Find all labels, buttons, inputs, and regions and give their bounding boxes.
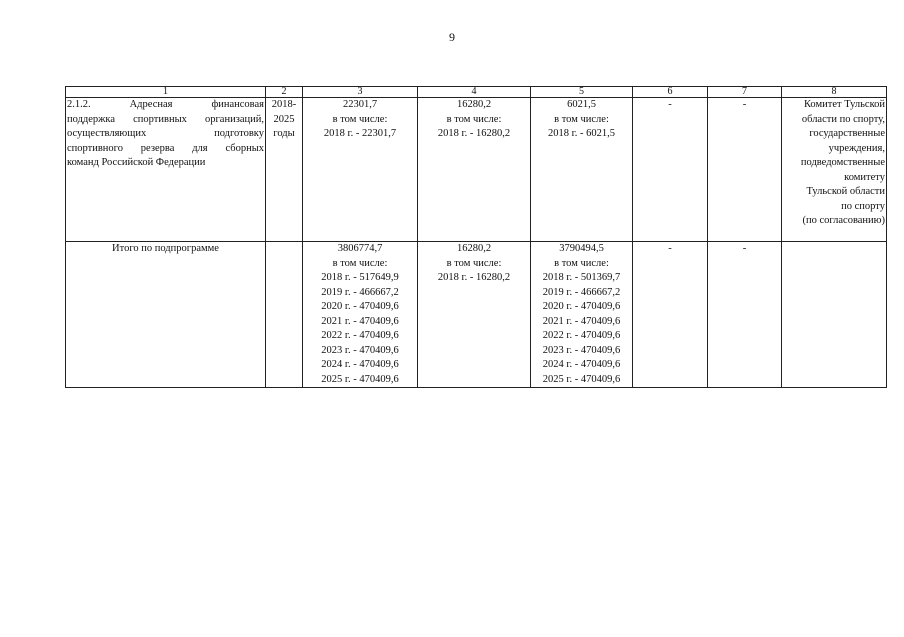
period-line: годы [273, 128, 295, 139]
funding-line: 2018 г. - 16280,2 [437, 272, 511, 283]
funding-line: 2024 г. - 470409,6 [321, 359, 399, 370]
funding-cell-col4 [418, 98, 531, 242]
table-row [66, 98, 887, 242]
funding-line: в том числе: [554, 113, 609, 125]
funding-line: 22301,7 [342, 99, 378, 110]
funding-cell-col6: - [633, 242, 708, 388]
total-funding-cell [303, 242, 418, 388]
executor-line: государственные [809, 128, 885, 139]
funding-line: 2020 г. - 470409,6 [321, 301, 399, 312]
period-cell [266, 98, 303, 242]
funding-line: 2021 г. - 470409,6 [321, 315, 399, 327]
funding-line: 16280,2 [456, 99, 492, 110]
executor-line: по спорту [841, 200, 885, 212]
funding-cell-col7: - [708, 242, 782, 388]
activity-name-line: команд Российской Федерации [67, 157, 206, 168]
activity-name-line: спортивного резерва для сборных [67, 142, 264, 154]
column-number: 3 [303, 87, 418, 98]
funding-line: 6021,5 [567, 99, 596, 110]
funding-line: 2018 г. - 6021,5 [548, 128, 615, 139]
period-line: 2025 [273, 113, 295, 125]
funding-line: 2018 г. - 501369,7 [542, 272, 621, 283]
funding-line: 2025 г. - 470409,6 [542, 373, 621, 385]
executor-line: подведомственные [800, 157, 885, 168]
funding-line: 2018 г. - 22301,7 [323, 128, 397, 139]
activity-name-line: поддержка спортивных организаций, [67, 113, 264, 125]
funding-line: 2024 г. - 470409,6 [542, 359, 621, 370]
total-funding-cell [303, 98, 418, 242]
funding-cell-col5 [531, 242, 633, 388]
page-number: 9 [449, 30, 455, 44]
funding-line: в том числе: [446, 113, 502, 125]
executor-line: Комитет Тульской [803, 99, 885, 110]
funding-line: в том числе: [446, 257, 502, 269]
funding-line: 2023 г. - 470409,6 [321, 344, 399, 356]
funding-line: 2023 г. - 470409,6 [542, 344, 621, 356]
funding-line: 2025 г. - 470409,6 [321, 373, 399, 385]
executor-line: области по спорту, [801, 113, 885, 125]
column-number-row [66, 87, 887, 98]
funding-line: 2018 г. - 16280,2 [437, 128, 511, 139]
column-number: 4 [418, 87, 531, 98]
column-number: 1 [66, 87, 266, 98]
activity-name-cell [66, 98, 266, 242]
funding-line: 16280,2 [456, 243, 492, 254]
responsible-executor-cell [782, 242, 887, 388]
executor-line: учреждения, [828, 142, 885, 154]
funding-cell-col5 [531, 98, 633, 242]
funding-line: 3806774,7 [337, 243, 383, 254]
column-number: 2 [266, 87, 303, 98]
funding-line: в том числе: [554, 257, 609, 269]
funding-line: 3790494,5 [559, 243, 604, 254]
funding-line: 2019 г. - 466667,2 [321, 286, 399, 298]
funding-line: 2022 г. - 470409,6 [321, 330, 399, 341]
responsible-executor-cell [782, 98, 887, 242]
column-number: 6 [633, 87, 708, 98]
column-number: 8 [782, 87, 887, 98]
period-line: 2018- [271, 99, 297, 110]
subprogram-total-label: Итого по подпрограмме [66, 242, 266, 388]
program-table [65, 86, 887, 388]
funding-line: 2019 г. - 466667,2 [542, 286, 621, 298]
executor-line: Тульской области [806, 186, 885, 197]
funding-line: 2022 г. - 470409,6 [542, 330, 621, 341]
funding-cell-col4 [418, 242, 531, 388]
funding-line: в том числе: [332, 113, 388, 125]
funding-line: в том числе: [332, 257, 388, 269]
executor-line: (по согласованию) [802, 215, 885, 226]
funding-cell-col6: - [633, 98, 708, 242]
column-number: 5 [531, 87, 633, 98]
funding-line: 2018 г. - 517649,9 [321, 272, 399, 283]
period-cell [266, 242, 303, 388]
activity-name-line: 2.1.2. Адресная финансовая [67, 99, 264, 110]
table-row [66, 242, 887, 388]
funding-cell-col7: - [708, 98, 782, 242]
funding-line: 2020 г. - 470409,6 [542, 301, 621, 312]
executor-line: комитету [844, 171, 885, 183]
funding-line: 2021 г. - 470409,6 [542, 315, 621, 327]
activity-name-line: осуществляющих подготовку [67, 128, 264, 139]
column-number: 7 [708, 87, 782, 98]
